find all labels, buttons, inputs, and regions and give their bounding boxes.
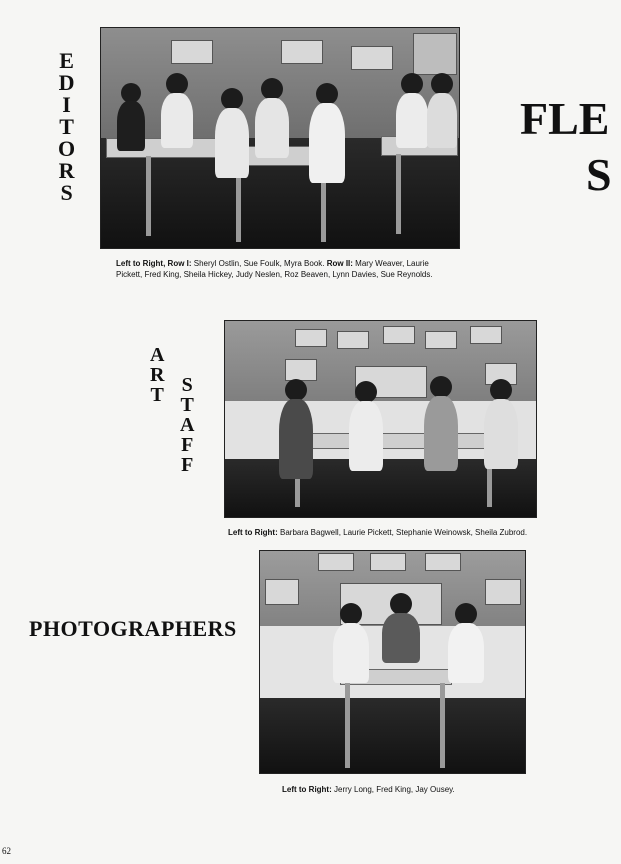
editors-photo [100,27,460,249]
photographers-title: PHOTOGRAPHERS [29,616,237,641]
headline-line1: FLE [520,93,610,144]
editors-letter: T [59,114,74,139]
art-staff-caption-names: Barbara Bagwell, Laurie Pickett, Stephanie Weinowsk, Sheila Zubrod. [277,528,528,537]
photographers-caption [282,784,542,795]
editors-letter: S [60,180,73,205]
headline-line2: S [586,149,612,200]
page-number: 62 [2,846,11,856]
editors-caption-row2: Mary Weaver, Laurie Pickett, Fred King, Sheila Hickey, Judy Neslen, Roz Beaven, Lynn Davies, Sue Reynolds. [116,259,433,279]
art-staff-photo [224,320,537,518]
staff-letter: A [180,414,195,436]
art-staff-caption-lead: Left to Right: [228,528,278,537]
staff-letter: F [181,454,194,476]
editors-caption-row1: Sheryl Ostlin, Sue Foulk, Myra Book. [191,259,327,268]
photographers-photo [259,550,526,774]
photographers-caption-lead: Left to Right: [282,785,332,794]
editors-title [58,50,75,204]
staff-letter: T [180,394,194,416]
editors-letter: D [58,70,75,95]
photographers-caption-names: Jerry Long, Fred King, Jay Ousey. [331,785,455,794]
staff-title [180,375,194,475]
art-letter: R [150,364,165,386]
editors-letter: O [58,136,76,161]
art-title [150,345,164,405]
editors-letter: R [58,158,75,183]
art-staff-caption [228,527,538,538]
editors-caption-row2-lead: Row II: [326,259,353,268]
art-letter: A [150,344,165,366]
art-letter: T [150,384,164,406]
editors-caption-lead: Left to Right, Row I: [116,259,192,268]
staff-letter: S [181,374,193,396]
editors-letter: I [62,92,71,117]
editors-caption [116,258,456,280]
staff-letter: F [181,434,194,456]
editors-letter: E [59,48,74,73]
